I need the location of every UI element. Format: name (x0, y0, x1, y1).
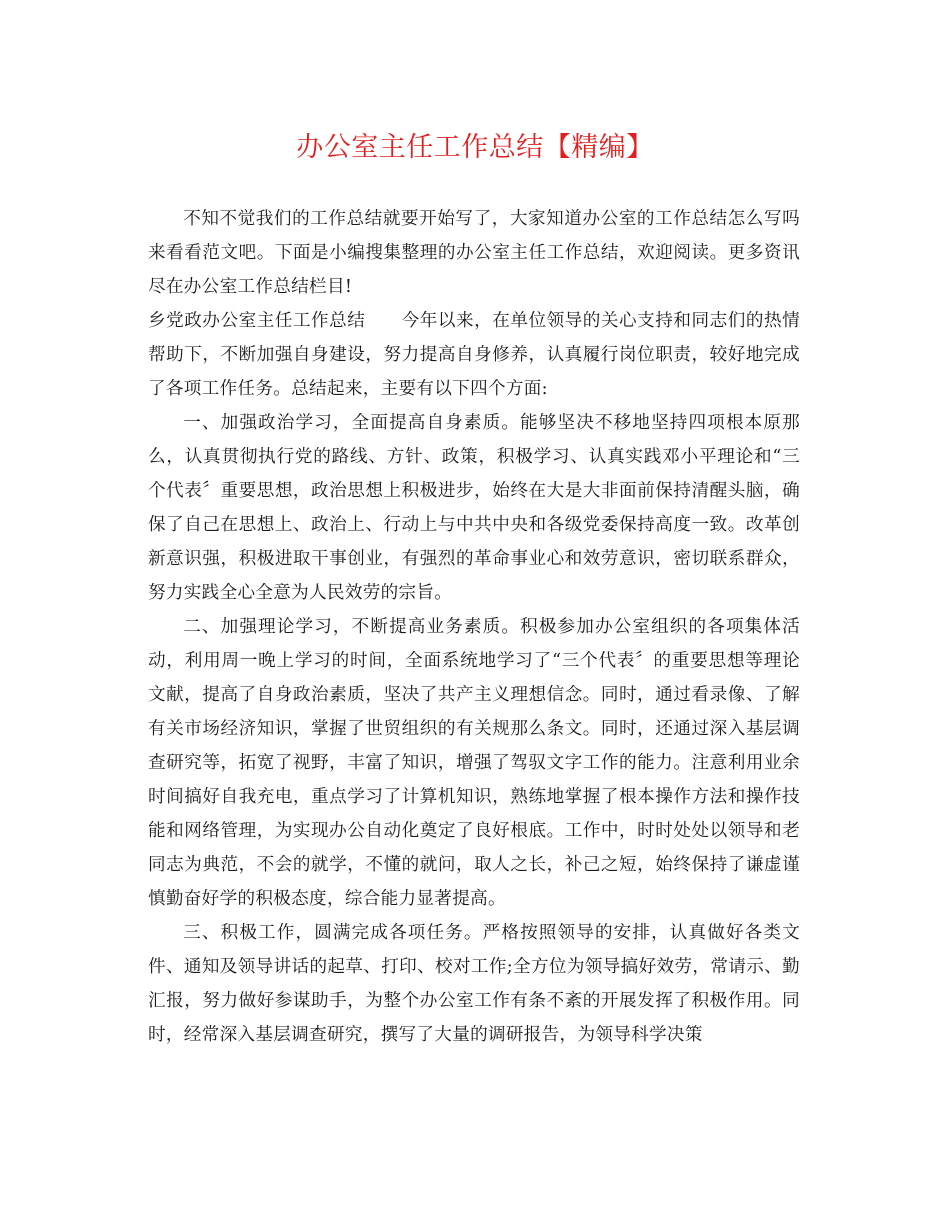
body-paragraph-1: 一、加强政治学习，全面提高自身素质。能够坚决不移地坚持四项根本原那么，认真贯彻执行党的路线、方针、政策，积极学习、认真实践邓小平理论和“三个代表〞重要思想，政治思想上积极进步，始终在大是大非面前保持清醒头脑，确保了自己在思想上、政治上、行动上与中共中央和各级党委保持高度一致。改革创新意识强，积极进取干事创业，有强烈的革命事业心和效劳意识，密切联系群众，努力实践全心全意为人民效劳的宗旨。 (148, 413, 800, 603)
intro-paragraph: 不知不觉我们的工作总结就要开始写了，大家知道办公室的工作总结怎么写吗来看看范文吧。下面是小编搜集整理的办公室主任工作总结，欢迎阅读。更多资讯尽在办公室工作总结栏目! (148, 209, 800, 297)
section-paragraph (148, 304, 800, 406)
document-body (148, 202, 800, 1052)
section-heading: 乡党政办公室主任工作总结 (148, 311, 366, 331)
body-paragraph-2: 二、加强理论学习，不断提高业务素质。积极参加办公室组织的各项集体活动，利用周一晚上学习的时间，全面系统地学习了“三个代表〞的重要思想等理论文献，提高了自身政治素质，坚决了共产主义理想信念。同时，通过看录像、了解有关市场经济知识，掌握了世贸组织的有关规那么条文。同时，还通过深入基层调查研究等，拓宽了视野，丰富了知识，增强了驾驭文字工作的能力。注意利用业余时间搞好自我充电，重点学习了计算机知识，熟练地掌握了根本操作方法和操作技能和网络管理，为实现办公自动化奠定了良好根底。工作中，时时处处以领导和老同志为典范，不会的就学，不懂的就问，取人之长，补己之短，始终保持了谦虚谨慎勤奋好学的积极态度，综合能力显著提高。 (148, 617, 800, 909)
section-intro: 今年以来，在单位领导的关心支持和同志们的热情帮助下，不断加强自身建设，努力提高自身修养，认真履行岗位职责，较好地完成了各项工作任务。总结起来，主要有以下四个方面: (148, 311, 800, 399)
body-paragraph-3: 三、积极工作，圆满完成各项任务。严格按照领导的安排，认真做好各类文件、通知及领导讲话的起草、打印、校对工作;全方位为领导搞好效劳，常请示、勤汇报，努力做好参谋助手，为整个办公室工作有条不紊的开展发挥了积极作用。同时，经常深入基层调查研究，撰写了大量的调研报告，为领导科学决策 (148, 923, 800, 1045)
document-title: 办公室主任工作总结【精编】 (296, 132, 654, 163)
